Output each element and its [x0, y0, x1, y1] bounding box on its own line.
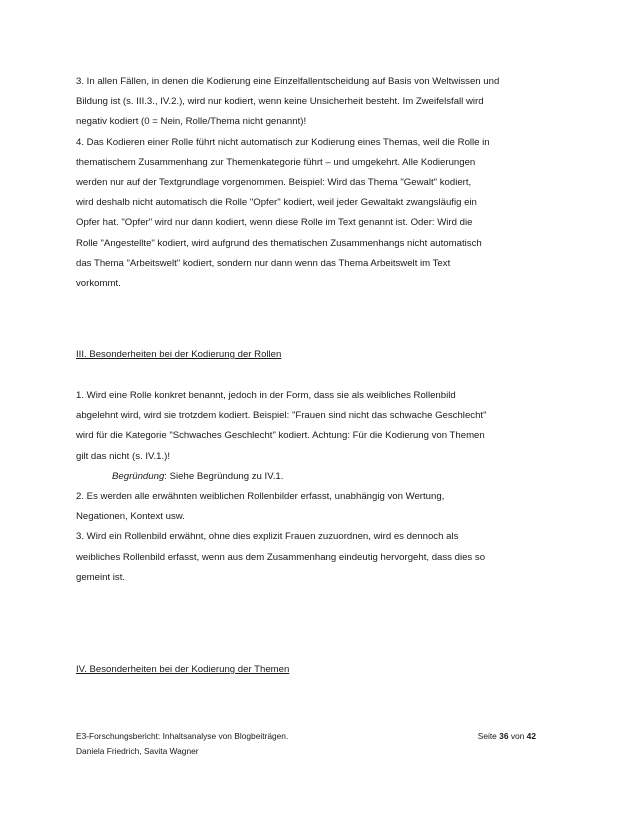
page-footer [76, 729, 536, 759]
text-line: 3. In allen Fällen, in denen die Kodierung eine Einzelfallentscheidung auf Basis von Weltwissen und [76, 76, 500, 87]
text-line: Bildung ist (s. III.3., IV.2.), wird nur kodiert, wenn keine Unsicherheit besteht. Im Zweifelsfall wird [76, 96, 484, 108]
text-line: 2. Es werden alle erwähnten weiblichen Rollenbilder erfasst, unabhängig von Wertung, [76, 491, 445, 503]
footer-row-1 [76, 729, 536, 744]
text-line: vorkommt. [76, 278, 121, 290]
text-line: 1. Wird eine Rolle konkret benannt, jedoch in der Form, dass sie als weibliches Rollenbild [76, 390, 456, 401]
text-line: 3. Wird ein Rollenbild erwähnt, ohne dies explizit Frauen zuzuordnen, wird es dennoch als [76, 531, 459, 543]
text-line: das Thema "Arbeitswelt" kodiert, sondern nur dann wenn das Thema Arbeitswelt im Text [76, 257, 451, 269]
text-line: Negationen, Kontext usw. [76, 511, 185, 523]
footer-report-title: E3-Forschungsbericht: Inhaltsanalyse von Blogbeiträgen. [76, 731, 289, 741]
paragraph-block-rollen [76, 386, 560, 588]
begruendung-label: Begründung [112, 470, 165, 482]
footer-row-2 [76, 744, 536, 759]
begruendung-text: : Siehe Begründung zu IV.1. [164, 470, 284, 482]
text-line: 4. Das Kodieren einer Rolle führt nicht automatisch zur Kodierung eines Themas, weil die Rolle in [76, 136, 490, 148]
footer-authors: Daniela Friedrich, Savita Wagner [76, 746, 199, 756]
text-line: wird deshalb nicht automatisch die Rolle "Opfer" kodiert, weil jeder Gewaltakt zwangsläufig ein [76, 197, 477, 209]
text-line: gilt das nicht (s. IV.1.)! [76, 450, 171, 462]
section-heading-themen: IV. Besonderheiten bei der Kodierung der Themen [76, 664, 290, 675]
text-line: weibliches Rollenbild erfasst, wenn aus dem Zusammenhang eindeutig hervorgeht, dass dies so [76, 551, 486, 563]
section-heading-rollen: III. Besonderheiten bei der Kodierung der Rollen [76, 349, 282, 360]
text-line: Opfer hat. "Opfer" wird nur dann kodiert, wenn diese Rolle im Text genannt ist. Oder: Wird die [76, 217, 473, 229]
text-line: werden nur auf der Textgrundlage vorgenommen. Beispiel: Wird das Thema "Gewalt" kodiert, [76, 177, 472, 189]
paragraph-block-general-rules [76, 72, 560, 294]
page-number: Seite 36 von 42 [477, 731, 536, 741]
text-line: negativ kodiert (0 = Nein, Rolle/Thema nicht genannt)! [76, 116, 307, 128]
total-pages: 42 [526, 731, 536, 741]
begruendung-line [76, 467, 560, 487]
text-line: abgelehnt wird, wird sie trotzdem kodiert. Beispiel: "Frauen sind nicht das schwache Geschlecht" [76, 410, 487, 422]
text-line: thematischem Zusammenhang zur Themenkategorie führt – und umgekehrt. Alle Kodierungen [76, 156, 476, 168]
text-line: gemeint ist. [76, 571, 126, 583]
text-line: wird für die Kategorie "Schwaches Geschlecht" kodiert. Achtung: Für die Kodierung von Themen [76, 430, 485, 442]
text-line: Rolle "Angestellte" kodiert, wird aufgrund des thematischen Zusammenhangs nicht automatisch [76, 237, 482, 249]
current-page: 36 [499, 731, 509, 741]
